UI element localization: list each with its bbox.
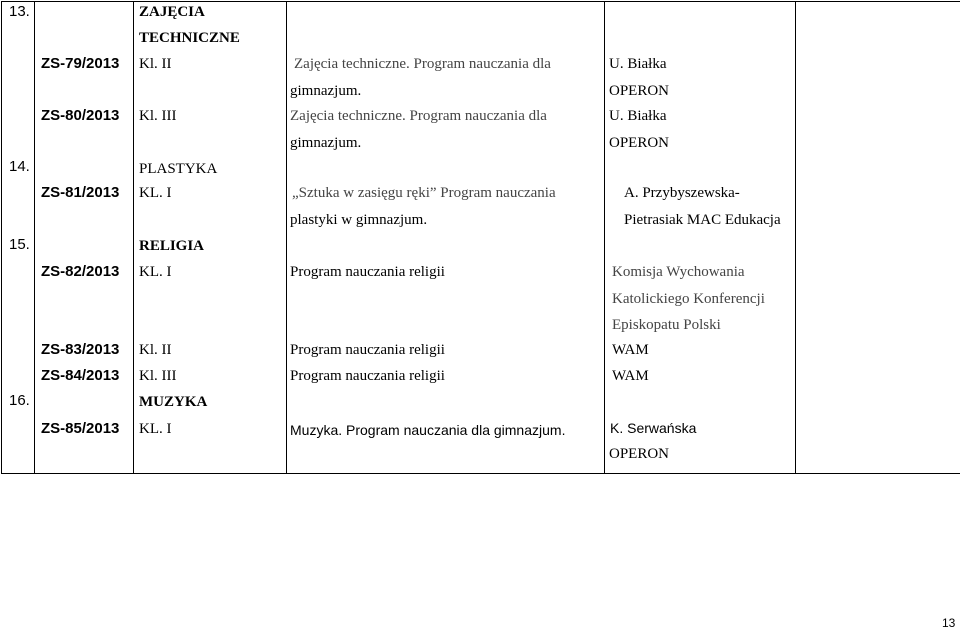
- program-title: Program nauczania religii: [290, 264, 445, 280]
- column-divider: [133, 1, 134, 473]
- program-title: gimnazjum.: [290, 135, 362, 151]
- author: U. Białka: [609, 56, 667, 72]
- program-title: Zajęcia techniczne. Program nauczania dla: [294, 56, 551, 72]
- author: Episkopatu Polski: [612, 317, 721, 333]
- column-divider: [286, 1, 287, 473]
- class-level: Kl. II: [139, 342, 172, 358]
- section-heading: RELIGIA: [139, 238, 205, 254]
- section-heading: PLASTYKA: [139, 161, 218, 177]
- class-level: Kl. III: [139, 108, 177, 124]
- column-divider: [604, 1, 605, 473]
- program-title: Program nauczania religii: [290, 368, 445, 384]
- program-code: ZS-82/2013: [41, 263, 120, 280]
- column-divider: [795, 1, 796, 473]
- program-code: ZS-85/2013: [41, 420, 120, 437]
- program-title: Program nauczania religii: [290, 342, 445, 358]
- publisher: OPERON: [609, 135, 670, 151]
- section-heading: TECHNICZNE: [139, 30, 240, 46]
- publisher: OPERON: [609, 83, 670, 99]
- class-level: KL. I: [139, 264, 172, 280]
- section-heading: MUZYKA: [139, 394, 208, 410]
- program-code: ZS-83/2013: [41, 341, 120, 358]
- section-number: 15.: [9, 236, 30, 253]
- program-code: ZS-81/2013: [41, 184, 120, 201]
- section-number: 13.: [9, 3, 30, 20]
- program-code: ZS-79/2013: [41, 55, 120, 72]
- program-code: ZS-84/2013: [41, 367, 120, 384]
- program-title: Zajęcia techniczne. Program nauczania dla: [290, 108, 547, 124]
- publisher: WAM: [612, 368, 649, 384]
- section-number: 16.: [9, 392, 30, 409]
- program-title: gimnazjum.: [290, 83, 362, 99]
- program-title: „Sztuka w zasięgu ręki” Program nauczania: [292, 185, 556, 201]
- author: K. Serwańska: [610, 420, 697, 436]
- section-number: 14.: [9, 158, 30, 175]
- author: U. Białka: [609, 108, 667, 124]
- program-title: Muzyka. Program nauczania dla gimnazjum.: [290, 422, 566, 438]
- section-heading: ZAJĘCIA: [139, 4, 205, 20]
- class-level: Kl. III: [139, 368, 177, 384]
- class-level: Kl. II: [139, 56, 172, 72]
- class-level: KL. I: [139, 421, 172, 437]
- program-title: plastyki w gimnazjum.: [290, 212, 428, 228]
- author-publisher: Pietrasiak MAC Edukacja: [624, 212, 781, 228]
- program-code: ZS-80/2013: [41, 107, 120, 124]
- class-level: KL. I: [139, 185, 172, 201]
- author: A. Przybyszewska-: [624, 185, 740, 201]
- author: Katolickiego Konferencji: [612, 291, 765, 307]
- publisher: WAM: [612, 342, 649, 358]
- publisher: OPERON: [609, 446, 670, 462]
- author: Komisja Wychowania: [612, 264, 745, 280]
- page-number: 13: [942, 616, 956, 630]
- column-divider: [34, 1, 35, 473]
